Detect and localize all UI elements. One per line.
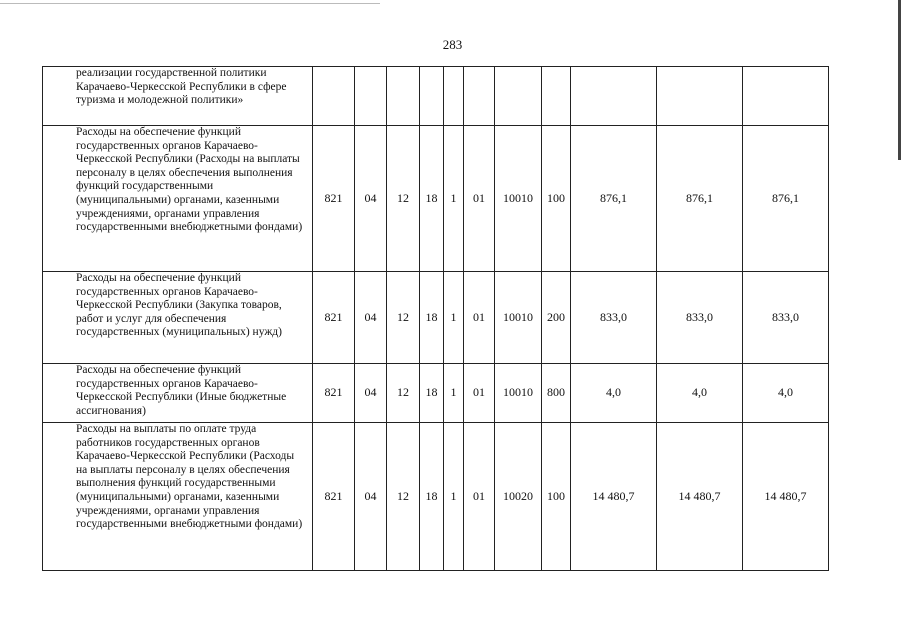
cell-subprogram bbox=[444, 67, 464, 126]
cell-main-event: 01 bbox=[464, 423, 495, 571]
cell-subprogram: 1 bbox=[444, 126, 464, 272]
cell-subsection: 12 bbox=[387, 423, 420, 571]
cell-section: 04 bbox=[355, 272, 387, 364]
scan-edge-line bbox=[0, 3, 380, 4]
scan-edge-mark bbox=[898, 0, 901, 160]
cell-amount-1: 14 480,7 bbox=[571, 423, 657, 571]
cell-main-event: 01 bbox=[464, 126, 495, 272]
cell-expense-type: 100 bbox=[542, 423, 571, 571]
cell-admin-code: 821 bbox=[313, 126, 355, 272]
cell-amount-1: 4,0 bbox=[571, 364, 657, 423]
cell-amount-2: 833,0 bbox=[657, 272, 743, 364]
table-row bbox=[43, 272, 829, 364]
cell-main-event bbox=[464, 67, 495, 126]
cell-admin-code: 821 bbox=[313, 423, 355, 571]
cell-subprogram: 1 bbox=[444, 364, 464, 423]
cell-admin-code bbox=[313, 67, 355, 126]
cell-program: 18 bbox=[420, 272, 444, 364]
budget-table bbox=[42, 66, 829, 571]
cell-main-event: 01 bbox=[464, 272, 495, 364]
cell-amount-3: 4,0 bbox=[743, 364, 829, 423]
cell-direction: 10010 bbox=[495, 272, 542, 364]
cell-admin-code: 821 bbox=[313, 364, 355, 423]
table-row bbox=[43, 126, 829, 272]
cell-amount-2: 14 480,7 bbox=[657, 423, 743, 571]
page-number: 283 bbox=[442, 37, 463, 52]
cell-section: 04 bbox=[355, 423, 387, 571]
cell-amount-3 bbox=[743, 67, 829, 126]
table-row bbox=[43, 423, 829, 571]
cell-amount-1 bbox=[571, 67, 657, 126]
cell-section: 04 bbox=[355, 364, 387, 423]
row-description: Расходы на выплаты по оплате труда работников государственных органов Карачаево-Черкесской Республики (Расходы на выплаты персоналу в целях обеспечения выполнения функций государственными (муниципальными) органами, казенными учреждениями, органами управления государственными внебюджетными фондами) bbox=[43, 423, 313, 571]
cell-amount-2: 876,1 bbox=[657, 126, 743, 272]
cell-expense-type: 200 bbox=[542, 272, 571, 364]
cell-amount-2: 4,0 bbox=[657, 364, 743, 423]
cell-amount-1: 833,0 bbox=[571, 272, 657, 364]
cell-expense-type: 800 bbox=[542, 364, 571, 423]
cell-amount-3: 876,1 bbox=[743, 126, 829, 272]
row-description: Расходы на обеспечение функций государственных органов Карачаево-Черкесской Республики (Закупка товаров, работ и услуг для обеспечения государственных (муниципальных) нужд) bbox=[43, 272, 313, 364]
cell-direction: 10010 bbox=[495, 364, 542, 423]
cell-expense-type bbox=[542, 67, 571, 126]
cell-expense-type: 100 bbox=[542, 126, 571, 272]
cell-subsection: 12 bbox=[387, 364, 420, 423]
cell-subprogram: 1 bbox=[444, 423, 464, 571]
cell-subsection: 12 bbox=[387, 126, 420, 272]
cell-admin-code: 821 bbox=[313, 272, 355, 364]
cell-program bbox=[420, 67, 444, 126]
row-description: Расходы на обеспечение функций государственных органов Карачаево-Черкесской Республики (Иные бюджетные ассигнования) bbox=[43, 364, 313, 423]
table-row bbox=[43, 67, 829, 126]
cell-amount-1: 876,1 bbox=[571, 126, 657, 272]
cell-main-event: 01 bbox=[464, 364, 495, 423]
cell-section: 04 bbox=[355, 126, 387, 272]
cell-amount-3: 14 480,7 bbox=[743, 423, 829, 571]
cell-direction: 10020 bbox=[495, 423, 542, 571]
cell-direction bbox=[495, 67, 542, 126]
cell-amount-3: 833,0 bbox=[743, 272, 829, 364]
cell-program: 18 bbox=[420, 364, 444, 423]
cell-direction: 10010 bbox=[495, 126, 542, 272]
cell-subprogram: 1 bbox=[444, 272, 464, 364]
table-row bbox=[43, 364, 829, 423]
cell-program: 18 bbox=[420, 126, 444, 272]
cell-subsection bbox=[387, 67, 420, 126]
cell-section bbox=[355, 67, 387, 126]
cell-program: 18 bbox=[420, 423, 444, 571]
cell-subsection: 12 bbox=[387, 272, 420, 364]
row-description: реализации государственной политики Карачаево-Черкесской Республики в сфере туризма и молодежной политики» bbox=[43, 67, 313, 126]
row-description: Расходы на обеспечение функций государственных органов Карачаево-Черкесской Республики (Расходы на выплаты персоналу в целях обеспечения выполнения функций государственными (муниципальными) органами, казенными учреждениями, органами управления государственными внебюджетными фондами) bbox=[43, 126, 313, 272]
cell-amount-2 bbox=[657, 67, 743, 126]
